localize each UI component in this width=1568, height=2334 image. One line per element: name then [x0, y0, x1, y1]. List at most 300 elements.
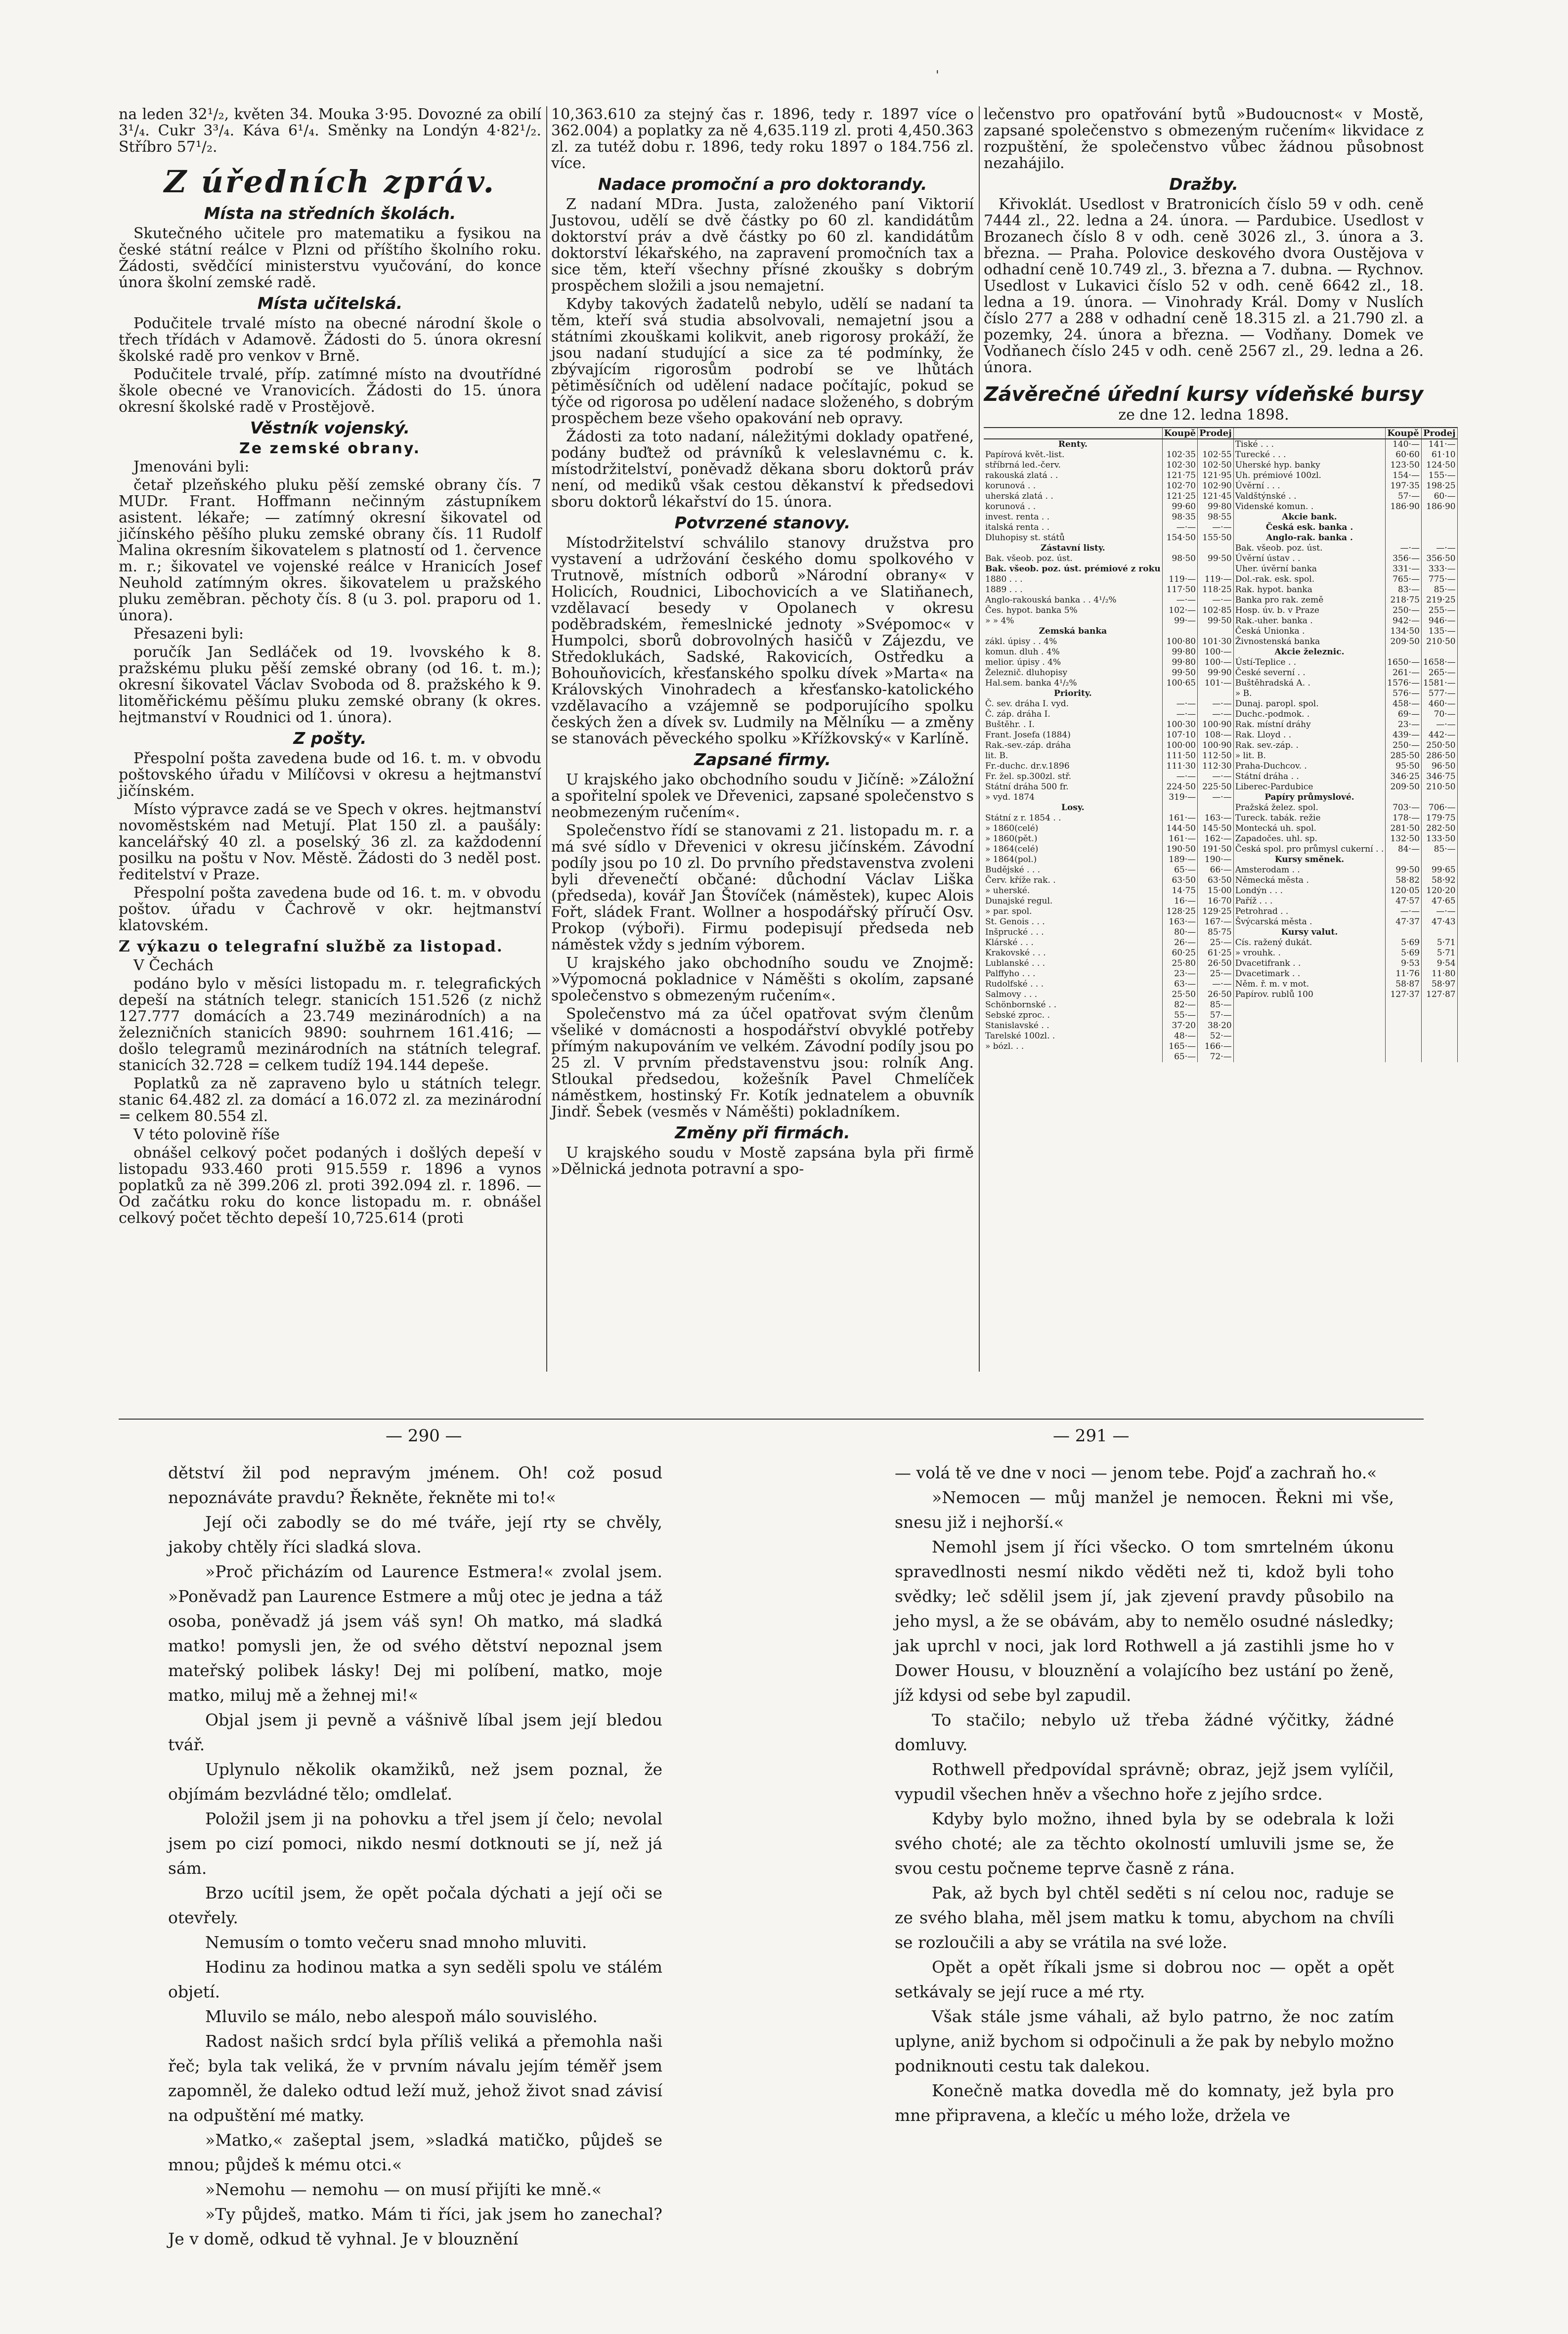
story-paragraph: Radost našich srdcí byla příliš veliká a přemohla naši řeč; byla tak veliká, že v prvním návalu jejím téměř jsem zapomněl, že daleko odtud leží muž, jehož život snad závisí na odpuštění mé matky. — [168, 2031, 662, 2125]
left-cell: 99·90 — [1198, 668, 1234, 678]
story-paragraph: Nemohl jsem jí říci všecko. O tom smrtelném úkonu spravedlnosti nesmí nikdo věděti než ti, kdož byli toho svědky; leč sdělil jsem jí, jak zjevení pravdy působilo na jeho mysl, a že se obávám, aby to nemělo osudné následky; jak uprchl v noci, jak lord Rothwell a já zastihli jsme ho v Dower Housu, v blouznění a volajícího bez ustání po ženě, jíž kdysi od sebe byl zapudil. — [895, 1537, 1394, 1705]
left-cell: Rudolfské . . . — [984, 979, 1162, 990]
right-cell: 285·50 — [1386, 751, 1422, 761]
left-cell: 25·— — [1198, 938, 1234, 948]
right-cell: 58·87 — [1386, 979, 1422, 990]
right-cell — [1233, 1031, 1386, 1041]
left-cell: Inšprucké . . . — [984, 927, 1162, 938]
right-cell — [1421, 1031, 1457, 1041]
right-cell: 127·87 — [1421, 990, 1457, 1000]
left-cell: » uherské. — [984, 886, 1162, 896]
left-cell: Stanislavské . . — [984, 1021, 1162, 1031]
left-cell: 100·80 — [1162, 637, 1197, 647]
left-cell: korunová . . — [984, 481, 1162, 491]
right-cell: 210·50 — [1421, 637, 1457, 647]
left-cell: 166·— — [1198, 1041, 1234, 1052]
right-cell: 197·35 — [1386, 481, 1422, 491]
col1-p4: Jmenováni byli: — [133, 458, 250, 475]
right-cell: 135·— — [1421, 626, 1457, 637]
right-cell: 47·65 — [1421, 896, 1457, 907]
left-cell: —·— — [1198, 709, 1234, 720]
right-cell: 286·50 — [1421, 751, 1457, 761]
left-cell: —·— — [1198, 792, 1234, 803]
table-row — [984, 1000, 1457, 1010]
left-cell: Zemská banka — [984, 626, 1162, 637]
story-paragraph: Její oči zabodly se do mé tváře, její rty se chvěly, jakoby chtěly říci sladká slova. — [168, 1513, 662, 1556]
right-cell: 120·20 — [1421, 886, 1457, 896]
right-cell — [1421, 1010, 1457, 1021]
left-cell: 63·50 — [1162, 875, 1197, 886]
right-cell: 134·50 — [1386, 626, 1422, 637]
right-cell: 442·— — [1421, 730, 1457, 740]
left-cell: 66·— — [1198, 865, 1234, 875]
story-paragraph: »Proč přicházím od Laurence Estmera!« zvolal jsem. »Poněvadž pan Laurence Estmere a můj otec je jedna a táž osoba, poněvadž já jsem váš syn! Oh matko, má sladká matko! pomysli jen, že od svého dětství nepoznal jsem mateřský polibek lásky! Dej mi políbení, matko, moje matko, miluj mě a žehnej mi!« — [168, 1562, 662, 1705]
left-cell: 189·— — [1162, 855, 1197, 865]
story-paragraph: Konečně matka dovedla mě do komnaty, jež byla pro mne připravena, a klečíc u mého lože, držela ve — [895, 2081, 1394, 2125]
left-cell: 163·— — [1162, 917, 1197, 927]
table-row — [984, 481, 1457, 491]
right-cell: 250·— — [1386, 740, 1422, 751]
story-paragraph: Však stále jsme váhali, až bylo patrno, že noc zatím uplyne, aniž bychom si odpočinuli a že pak by nebylo možno podniknouti cestu tak dalekou. — [895, 2007, 1394, 2075]
table-row — [984, 1052, 1457, 1062]
left-cell: 99·80 — [1198, 502, 1234, 512]
story-paragraph: Položil jsem ji na pohovku a třel jsem jí čelo; nevolal jsem po cizí pomoci, nikdo nesmí dotknouti se jí, než já sám. — [168, 1809, 662, 1878]
left-cell: 191·50 — [1198, 844, 1234, 855]
left-cell: Budějské . . . — [984, 865, 1162, 875]
column-2 — [551, 106, 974, 1421]
story-paragraph: Rothwell předpovídal správně; obraz, jejž jsem vylíčil, vypudil všechen hněv a všechno hoře z jejího srdce. — [895, 1760, 1394, 1804]
right-cell: Anglo-rak. banka . — [1233, 533, 1386, 543]
left-cell: 107·10 — [1162, 730, 1197, 740]
left-cell: Bak. všeob. poz. úst. — [984, 554, 1162, 564]
right-cell — [1421, 512, 1457, 522]
right-cell: 775·— — [1421, 574, 1457, 585]
right-cell: 209·50 — [1386, 637, 1422, 647]
right-cell: 282·50 — [1421, 823, 1457, 834]
right-cell: 57·— — [1386, 491, 1422, 502]
left-cell: Lublanské . . . — [984, 958, 1162, 969]
col2-p2: Kdyby takových žadatelů nebylo, udělí se nadaní ta těm, kteří svá studia absolvovali, nemajetní jsou a státními zkouškami kolikvit, aneb rigorosy prokáží, že jsou nadaní studující a sice za té podmínky, že zbývajícím rigorosům podrobí se ve lhůtách pětiměsíčních od udělení nadace počítajíc, pokud se týče od rigorosa po udělení nadace složeného, s dobrým prospěchem beze všeho opakování neb opravy. — [551, 296, 974, 427]
right-cell: » B. — [1233, 689, 1386, 699]
left-cell: —·— — [1162, 709, 1197, 720]
right-cell: Papíry průmyslové. — [1233, 792, 1386, 803]
left-cell: Palffyho . . . — [984, 969, 1162, 979]
left-cell: 119·— — [1162, 574, 1197, 585]
right-cell: 186·90 — [1421, 502, 1457, 512]
table-row — [984, 886, 1457, 896]
right-cell: 11·76 — [1386, 969, 1422, 979]
table-row — [984, 512, 1457, 522]
right-cell: Živnostenská banka — [1233, 637, 1386, 647]
bourse-table — [984, 427, 1458, 1062]
right-cell — [1386, 647, 1422, 657]
right-cell: 219·25 — [1421, 595, 1457, 605]
right-cell: 5·69 — [1386, 938, 1422, 948]
left-cell: 26·50 — [1198, 990, 1234, 1000]
right-cell: 346·25 — [1386, 772, 1422, 782]
right-cell: 946·— — [1421, 616, 1457, 626]
story-paragraph: Mluvilo se málo, nebo alespoň málo souvislého. — [205, 2007, 598, 2026]
col1-p10: Přespolní pošta zavedena bude od 16. t. m. v obvodu poštov. úřadu v Čachrově v okr. hejtmanství klatovském. — [119, 884, 541, 934]
right-cell: 85·— — [1421, 844, 1457, 855]
story-paragraph: »Matko,« zašeptal jsem, »sladká matičko, půjdeš se mnou; půjdeš k mému otci.« — [168, 2130, 662, 2174]
left-cell: Tarelské 100zl. . — [984, 1031, 1162, 1041]
right-cell — [1233, 1021, 1386, 1031]
right-cell: Turecké . . . — [1233, 450, 1386, 460]
left-cell: Dluhopisy st. států — [984, 533, 1162, 543]
right-cell: 5·71 — [1421, 948, 1457, 958]
left-cell: 102·90 — [1198, 481, 1234, 491]
left-cell: Sebské zproc. . — [984, 1010, 1162, 1021]
left-cell: 16·— — [1162, 896, 1197, 907]
right-cell: 703·— — [1386, 803, 1422, 813]
right-cell: 154·— — [1386, 471, 1422, 481]
table-row — [984, 990, 1457, 1000]
right-cell: Uherské hyp. banky — [1233, 460, 1386, 471]
left-cell: 63·— — [1162, 979, 1197, 990]
right-cell: Valdštýnské . . — [1233, 491, 1386, 502]
left-cell: Schönbornské . . — [984, 1000, 1162, 1010]
right-cell: 84·— — [1386, 844, 1422, 855]
left-cell: » 1864(pol.) — [984, 855, 1162, 865]
left-cell: italská renta . . — [984, 522, 1162, 533]
column-rule-1 — [546, 106, 547, 1372]
right-cell: 460·— — [1421, 699, 1457, 709]
col1-sub2: Místa učitelská. — [257, 294, 403, 313]
left-cell: 65·— — [1162, 865, 1197, 875]
right-cell: 9·53 — [1386, 958, 1422, 969]
right-cell: 356·50 — [1421, 554, 1457, 564]
table-row — [984, 875, 1457, 886]
left-cell: 26·— — [1162, 938, 1197, 948]
col2-p4: Místodržitelství schválilo stanovy družstva pro vystavení a udržování českého domu spolkového v Trutnově, místních odborů »Národní obrany« v Holicích, Roudnici, Libochovicích a ve Slatiňanech, vzdělavací besedy v Opolanech v okresu poděbradském, řemeslnické jednoty »Svépomoc« v Humpolci, sborů dobrovolných hasičů v Zájezdu, ve Středoklukách, Sadské, Rakovicích, Ostředku a Bohouňovicích, křesťanského spolku dívek »Marta« na Královských Vinohradech a křesťansko-katolického vzdělavacího a vzájemně se podporujícího spolku českých žen a dívek sv. Ludmily na Mělníku — a změny se stanovách pěveckého spolku »Křížkovský« v Karlíně. — [551, 534, 974, 747]
table-row — [984, 896, 1457, 907]
right-cell: 60·60 — [1386, 450, 1422, 460]
left-cell: 155·50 — [1198, 533, 1234, 543]
left-cell: 165·— — [1162, 1041, 1197, 1052]
right-cell: 83·— — [1386, 585, 1422, 595]
right-cell: 942·— — [1386, 616, 1422, 626]
left-cell — [1198, 689, 1234, 699]
left-cell: komun. dluh . 4% — [984, 647, 1162, 657]
left-cell: uherská zlatá . . — [984, 491, 1162, 502]
left-cell: Státní dráha 500 fr. — [984, 782, 1162, 792]
left-cell: Hal.sem. banka 4¹/₂% — [984, 678, 1162, 689]
right-cell: 765·— — [1386, 574, 1422, 585]
right-cell: 99·65 — [1421, 865, 1457, 875]
left-cell: —·— — [1198, 979, 1234, 990]
right-cell: Montecká uh. spol. — [1233, 823, 1386, 834]
table-row — [984, 834, 1457, 844]
right-cell: 96·50 — [1421, 761, 1457, 772]
column-1 — [119, 106, 541, 1421]
left-cell: zákl. úpisy . . 4% — [984, 637, 1162, 647]
right-cell: Liberec-Pardubice — [1233, 782, 1386, 792]
right-cell: Tureck. tabák. režie — [1233, 813, 1386, 823]
right-cell: Švýcarská města . — [1233, 917, 1386, 927]
right-cell: Kursy valut. — [1233, 927, 1386, 938]
right-cell — [1386, 1041, 1422, 1052]
right-cell — [1386, 1031, 1422, 1041]
right-cell: Státní dráha . . — [1233, 772, 1386, 782]
left-cell: 118·25 — [1198, 585, 1234, 595]
story-paragraph: dětství žil pod nepravým jménem. Oh! což posud nepoznáváte pravdu? Řekněte, řekněte mi to!« — [168, 1463, 662, 1507]
right-cell: 281·50 — [1386, 823, 1422, 834]
col1-p13: Poplatků za ně zapraveno bylo u státních telegr. stanic 64.482 zl. za domácí a 16.072 zl. za mezinárodní = celkem 80.554 zl. — [119, 1075, 541, 1125]
right-cell: 255·— — [1421, 605, 1457, 616]
story-column-left — [168, 1461, 662, 2271]
left-cell: invest. renta . . — [984, 512, 1162, 522]
right-cell: Uher. úvěrní banka — [1233, 564, 1386, 574]
col1-p14: V této polovině říše — [133, 1126, 280, 1143]
page-number-right: — 291 — — [1053, 1426, 1130, 1446]
right-cell: Něm. ř. m. v mot. — [1233, 979, 1386, 990]
left-cell: 1880 . . . — [984, 574, 1162, 585]
left-cell: » 1860(celé) — [984, 823, 1162, 834]
right-cell: Bak. všeob. poz. úst. — [1233, 543, 1386, 554]
right-cell: 9·54 — [1421, 958, 1457, 969]
right-cell — [1421, 927, 1457, 938]
left-cell: 99·50 — [1198, 554, 1234, 564]
left-cell: 23·— — [1162, 969, 1197, 979]
table-row — [984, 865, 1457, 875]
left-cell: —·— — [1162, 772, 1197, 782]
col1-p2: Podučitele trvalé místo na obecné národní škole o třech třídách v Adamově. Žádosti do 5. února okresní školské radě pro venkov v Brně. — [119, 315, 541, 365]
right-cell: Rak. Lloyd . . — [1233, 730, 1386, 740]
right-cell: 439·— — [1386, 730, 1422, 740]
table-row — [984, 958, 1457, 969]
table-row — [984, 585, 1457, 595]
table-row — [984, 595, 1457, 605]
right-cell: —·— — [1386, 543, 1422, 554]
right-cell: 1658·— — [1421, 657, 1457, 668]
left-cell: 101·30 — [1198, 637, 1234, 647]
right-cell: 11·80 — [1421, 969, 1457, 979]
table-row — [984, 1041, 1457, 1052]
col2-p6: Společenstvo řídí se stanovami z 21. listopadu m. r. a má své sídlo v Dřevenici v okresu jičínském. Závodní podíly jsou po 10 zl. Do prvního představenstva zvoleni byli dřevenečtí občané: důchodní Václav Liška (předseda), kovář Jan Štovíček (náměstek), kupec Alois Fořt, sládek Frant. Wollner a hospodářský příručí Osv. Prokop (výboři). Firmu podepisují předseda neb náměstek vždy s jedním výborem. — [551, 822, 974, 953]
left-cell: 102·70 — [1162, 481, 1197, 491]
table-row — [984, 564, 1457, 574]
left-cell: 99·50 — [1162, 668, 1197, 678]
col1-p1: Skutečného učitele pro matematiku a fysikou na české státní reálce v Plzni od příštího školního roku. Žádosti, svědčící ministerstvu vyučování, do konce února školní zemské radě. — [119, 225, 541, 291]
right-cell: Tiské . . . — [1233, 439, 1386, 450]
left-cell: » bózl. . . — [984, 1041, 1162, 1052]
table-row — [984, 543, 1457, 554]
right-cell: Londýn . . . — [1233, 886, 1386, 896]
table-row — [984, 751, 1457, 761]
right-cell — [1421, 647, 1457, 657]
table-row — [984, 491, 1457, 502]
right-cell: Akcie železnic. — [1233, 647, 1386, 657]
table-row — [984, 1010, 1457, 1021]
table-row — [984, 844, 1457, 855]
right-cell: 58·82 — [1386, 875, 1422, 886]
right-cell: 69·— — [1386, 709, 1422, 720]
left-cell: 102·55 — [1198, 450, 1234, 460]
col2-p9: U krajského soudu v Mostě zapsána byla při firmě »Dělnická jednota potravní a spo- — [551, 1144, 974, 1178]
table-row — [984, 938, 1457, 948]
left-cell: 63·50 — [1198, 875, 1234, 886]
right-cell — [1421, 855, 1457, 865]
right-cell — [1386, 522, 1422, 533]
table-row — [984, 471, 1457, 481]
story-paragraph: To stačilo; nebylo už třeba žádné výčitky, žádné domluvy. — [895, 1710, 1394, 1754]
table-row — [984, 772, 1457, 782]
right-cell: —·— — [1421, 907, 1457, 917]
right-cell: 261·— — [1386, 668, 1422, 678]
left-cell: Krakovské . . . — [984, 948, 1162, 958]
right-cell: 120·05 — [1386, 886, 1422, 896]
right-cell: 140·— — [1386, 439, 1422, 450]
table-row — [984, 554, 1457, 564]
left-cell: 100·— — [1198, 647, 1234, 657]
right-cell: Cís. ražený dukát. — [1233, 938, 1386, 948]
left-cell: Frant. Josefa (1884) — [984, 730, 1162, 740]
right-cell: Rak. místní dráhy — [1233, 720, 1386, 730]
right-cell: České severní . . — [1233, 668, 1386, 678]
left-cell: 121·25 — [1162, 491, 1197, 502]
left-cell: Buštěhr. . I. — [984, 720, 1162, 730]
col1-sub1: Místa na středních školách. — [204, 204, 456, 223]
left-cell — [1198, 564, 1234, 574]
table-row — [984, 730, 1457, 740]
story-paragraph: Opět a opět říkali jsme si dobrou noc — opět a opět setkávaly se její ruce a mé rty. — [895, 1957, 1394, 2001]
left-cell: 100·00 — [1162, 740, 1197, 751]
right-cell: Praha-Duchcov. . — [1233, 761, 1386, 772]
table-row — [984, 605, 1457, 616]
left-cell: » vyd. 1874 — [984, 792, 1162, 803]
table-row — [984, 907, 1457, 917]
table-row — [984, 678, 1457, 689]
left-cell: Fr. žel. sp.300zl. stř. — [984, 772, 1162, 782]
right-cell: 186·90 — [1386, 502, 1422, 512]
left-cell: 16·70 — [1198, 896, 1234, 907]
left-cell: 108·— — [1198, 730, 1234, 740]
right-cell — [1386, 1021, 1422, 1031]
left-cell: » 1860(pět.) — [984, 834, 1162, 844]
right-cell — [1386, 855, 1422, 865]
left-cell: 154·50 — [1162, 533, 1197, 543]
left-cell: Č. sev. dráha I. vyd. — [984, 699, 1162, 709]
right-cell: Německá města . — [1233, 875, 1386, 886]
table-row — [984, 574, 1457, 585]
table-row — [984, 439, 1457, 450]
col1-p8: Přespolní pošta zavedena bude od 16. t. m. v obvodu poštovského úřadu v Milíčovsi v okresu a hejtmanství jičínském. — [119, 750, 541, 800]
col2-sub2: Potvrzené stanovy. — [674, 513, 851, 532]
col1-sub3: Věstník vojenský. — [250, 418, 410, 437]
right-cell: 706·— — [1421, 803, 1457, 813]
right-cell: 141·— — [1421, 439, 1457, 450]
right-cell: Úvěrní . . . — [1233, 481, 1386, 491]
col2-p5: U krajského jako obchodního soudu v Jičíně: »Záložní a spořitelní spolek ve Dřevenici, zapsané společenstvo s neobmezeným ručením«. — [551, 771, 974, 821]
right-cell: 47·43 — [1421, 917, 1457, 927]
table-row — [984, 1031, 1457, 1041]
right-cell: 133·50 — [1421, 834, 1457, 844]
right-cell: 265·— — [1421, 668, 1457, 678]
right-cell: 1581·— — [1421, 678, 1457, 689]
left-cell: Priority. — [984, 689, 1162, 699]
left-cell: Železnič. dluhopisy — [984, 668, 1162, 678]
right-cell — [1421, 1000, 1457, 1010]
left-cell: 25·50 — [1162, 990, 1197, 1000]
right-cell: —·— — [1421, 543, 1457, 554]
left-cell: 167·— — [1198, 917, 1234, 927]
left-cell: 102·— — [1162, 605, 1197, 616]
left-cell: —·— — [1198, 522, 1234, 533]
left-cell: 52·— — [1198, 1031, 1234, 1041]
left-cell: 65·— — [1162, 1052, 1197, 1062]
left-cell: Salmovy . . . — [984, 990, 1162, 1000]
story-paragraph: Kdyby bylo možno, ihned byla by se odebrala k loži svého choté; ale za těchto okolností umluvili jsme se, že svou cestu počneme teprve časně z rána. — [895, 1809, 1394, 1878]
left-cell — [1162, 564, 1197, 574]
right-cell — [1421, 533, 1457, 543]
col3-intro: lečenstvo pro opatřování bytů »Budoucnost« v Mostě, zapsané společenstvo s obmezeným ručením« likvidace z rozpuštění, že společenstvo vůbec žádnou působnost nezahájilo. — [984, 106, 1424, 172]
left-cell: 144·50 — [1162, 823, 1197, 834]
left-cell: 102·35 — [1162, 450, 1197, 460]
left-cell: 85·— — [1198, 1000, 1234, 1010]
left-cell: 99·60 — [1162, 502, 1197, 512]
right-cell: 58·97 — [1421, 979, 1457, 990]
right-cell: Dvacetimark . . — [1233, 969, 1386, 979]
left-cell: Čes. hypot. banka 5% — [984, 605, 1162, 616]
left-cell: 98·50 — [1162, 554, 1197, 564]
right-cell: 577·— — [1421, 689, 1457, 699]
left-cell: 14·75 — [1162, 886, 1197, 896]
right-cell: 209·50 — [1386, 782, 1422, 792]
left-cell: 57·— — [1198, 1010, 1234, 1021]
col2-p7: U krajského jako obchodního soudu ve Znojmě: »Výpomocná pokladnice v Náměšti s okolím, zapsané společenstvo s obmezeným ručením«. — [551, 954, 974, 1004]
left-cell — [1198, 439, 1234, 450]
column-3 — [984, 106, 1456, 1421]
right-cell: 458·— — [1386, 699, 1422, 709]
story-paragraph: — volá tě ve dne v noci — jenom tebe. Pojď a zachraň ho.« — [895, 1463, 1377, 1482]
left-cell: Renty. — [984, 439, 1162, 450]
left-cell — [1162, 689, 1197, 699]
left-cell: 121·75 — [1162, 471, 1197, 481]
col1-p7: poručík Jan Sedláček od 19. lvovského k 8. pražskému pluku pěší zemské obrany (od 16. t. m.); okresní šikovatel Václav Svoboda od 8. pražského k 9. litoměřickému pěšímu pluku zemské obrany (k okres. hejtmanství v Roudnici od 1. února). — [119, 644, 541, 726]
right-cell: 5·71 — [1421, 938, 1457, 948]
right-cell: 178·— — [1386, 813, 1422, 823]
left-cell: 99·80 — [1162, 647, 1197, 657]
right-cell: 132·50 — [1386, 834, 1422, 844]
left-cell: 82·— — [1162, 1000, 1197, 1010]
column-rule-2 — [979, 106, 980, 1372]
col3-sub1: Dražby. — [1169, 174, 1238, 194]
left-cell: 225·50 — [1198, 782, 1234, 792]
right-cell: Úvěrní ústav . . — [1233, 554, 1386, 564]
left-cell: 112·30 — [1198, 761, 1234, 772]
right-cell: Česká spol. pro průmysl cukerní . . — [1233, 844, 1386, 855]
left-cell: 85·75 — [1198, 927, 1234, 938]
section-header: Z úředních zpráv. — [164, 164, 496, 200]
left-cell: 161·— — [1162, 813, 1197, 823]
right-cell: 1576·— — [1386, 678, 1422, 689]
left-cell — [1162, 439, 1197, 450]
left-cell: korunová . . — [984, 502, 1162, 512]
left-cell: 319·— — [1162, 792, 1197, 803]
left-cell: 60·25 — [1162, 948, 1197, 958]
table-row — [984, 927, 1457, 938]
left-cell: rakouská zlatá . . — [984, 471, 1162, 481]
table-row — [984, 460, 1457, 471]
top-mark: ' — [936, 68, 939, 82]
right-cell: Petrohrad . . — [1233, 907, 1386, 917]
table-row — [984, 855, 1457, 865]
hdr-prodej-left: Prodej — [1198, 428, 1234, 439]
story-paragraph: Objal jsem ji pevně a vášnivě líbal jsem její bledou tvář. — [168, 1710, 662, 1754]
col1-p3: Podučitele trvalé, příp. zatímné místo na dvoutřídné škole obecné ve Vranovicích. Žádosti do 15. února okresní školské radě v Prostějově. — [119, 366, 541, 416]
story-paragraph: »Ty půjdeš, matko. Mám ti říci, jak jsem ho zanechal? Je v domě, odkud tě vyhnal. Je v blouznění — [168, 2204, 662, 2248]
